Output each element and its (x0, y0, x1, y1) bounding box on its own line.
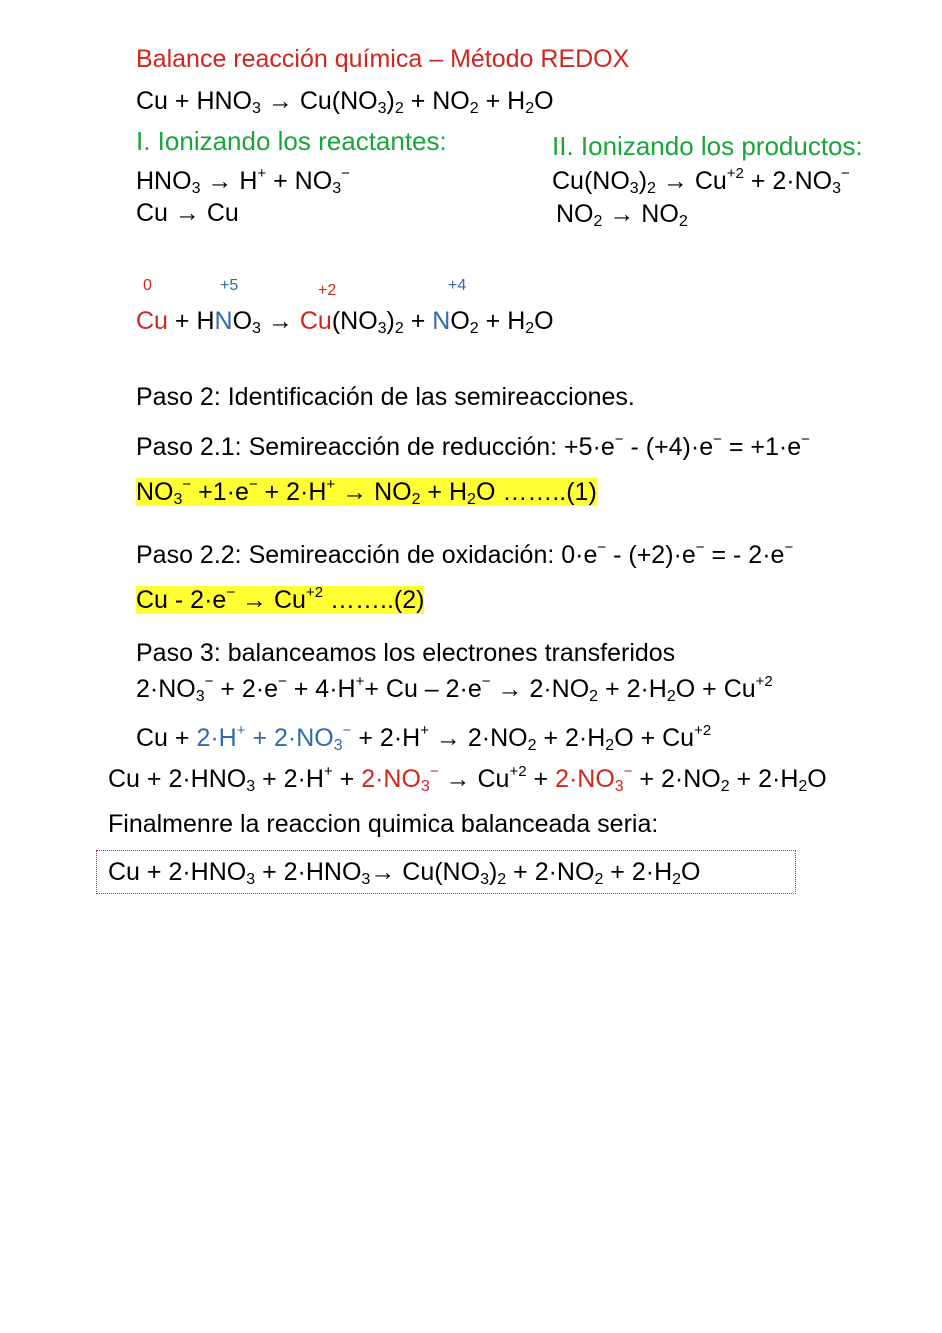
ionization-cuno3: $Cu(NO_3)_2 \to Cu^{+2} + 2\cdot NO_3^-$ (552, 165, 850, 197)
oxidation-equation: $Cu + HNO_3 \to Cu(NO_3)_2 + NO_2 + H_2O$ (136, 307, 554, 337)
oxidation-number-n-reactant: +5 (220, 277, 239, 294)
oxidation-number-cu-reactant: 0 (143, 277, 152, 294)
paso-2-2-oxidation: Paso 2.2: Semireacción de oxidación: 0·e− - (+2)·e− = - 2·e− (136, 539, 794, 569)
oxidation-number-n-product: +4 (448, 277, 467, 294)
paso-2-1-reduction: Paso 2.1: Semireacción de reducción: +5·e− - (+4)·e− = +1·e− (136, 431, 810, 461)
balanced-electrons-line: $2\cdot NO_3^- + 2\cdot e^- + 4\cdot H^++ Cu - 2\cdot e^- \to 2\cdot NO_2 + 2\cdot H_2O + Cu^{+2}$ (136, 673, 773, 705)
main-equation: $Cu + HNO_3 \to Cu(NO_3)_2 + NO_2 + H_2O$ (136, 87, 554, 117)
section-products-heading: II. Ionizando los productos: (552, 131, 863, 161)
oxidation-number-cu-product: +2 (318, 282, 337, 299)
final-balanced-equation: $Cu + 2\cdot HNO_3 + 2\cdot HNO_3\to Cu(NO_3)_2 + 2\cdot NO_2 + 2\cdot H_2O$ (108, 858, 701, 888)
section-reactants-heading: I. Ionizando los reactantes: (136, 126, 447, 156)
ionization-no2: $NO_2 \to NO_2$ (556, 200, 688, 230)
spectator-ions-line: $Cu + 2\cdot HNO_3 + 2\cdot H^+ + 2\cdot NO_3^- \to Cu^{+2} + 2\cdot NO_3^- + 2\cdot NO_2 + 2\cdot H_2O$ (108, 763, 827, 795)
oxidation-half-reaction: $Cu - 2\cdot e^- \to Cu^{+2}$ ……..(2) (136, 584, 425, 614)
reduction-half-reaction: $NO_3^- +1\cdot e^- + 2\cdot H^+ \to NO_2 + H_2O$ ……..(1) (136, 476, 597, 508)
grouped-hno3-line: $Cu + 2\cdot H^+ + 2\cdot NO_3^- + 2\cdot H^+ \to 2\cdot NO_2 + 2\cdot H_2O + Cu^{+2}$ (136, 722, 712, 754)
final-label: Finalmenre la reaccion quimica balanceada seria: (108, 810, 659, 838)
ionization-cu: Cu → Cu (136, 199, 239, 227)
paso-2-heading: Paso 2: Identificación de las semireacciones. (136, 383, 635, 411)
ionization-hno3: $HNO_3 \to H^+ + NO_3^-$ (136, 165, 350, 197)
paso-3-heading: Paso 3: balanceamos los electrones transferidos (136, 639, 676, 667)
page-title: Balance reacción química – Método REDOX (136, 45, 630, 73)
